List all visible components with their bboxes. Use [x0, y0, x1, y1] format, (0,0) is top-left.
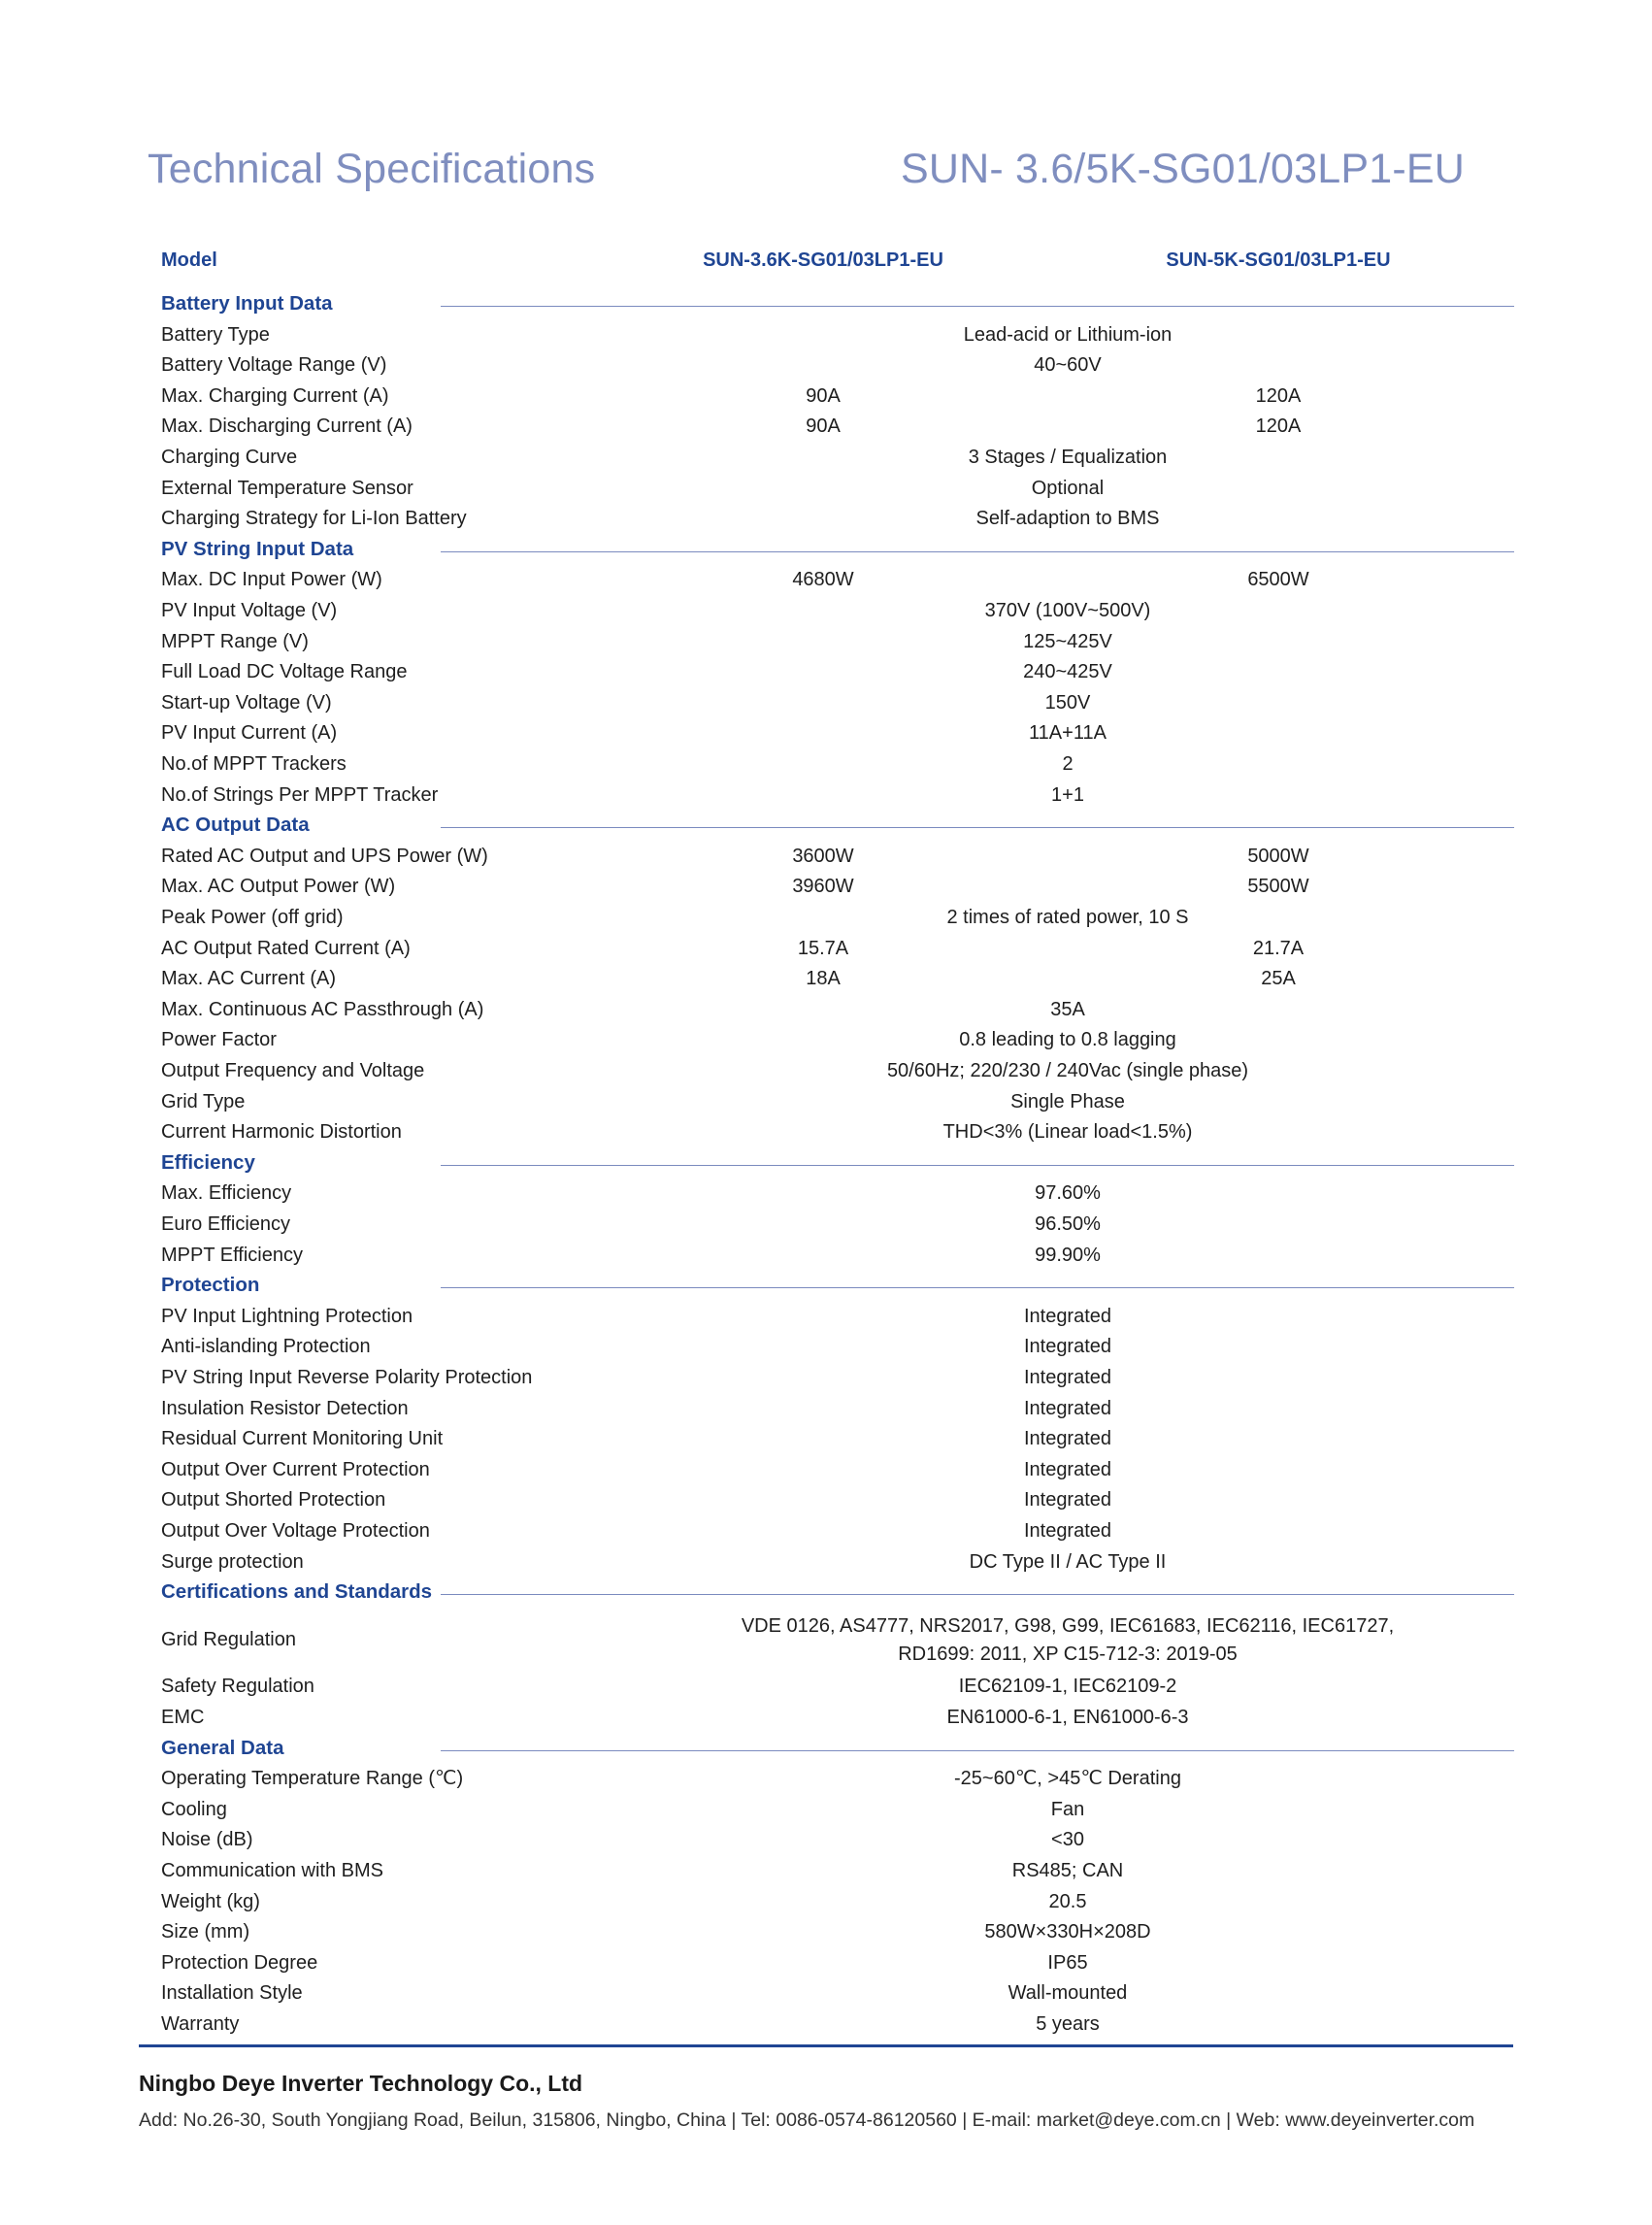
spec-row [161, 873, 1514, 900]
section-divider [441, 306, 1514, 307]
spec-label: Charging Curve [161, 447, 298, 468]
section-title: Protection [161, 1274, 260, 1297]
spec-row [161, 843, 1514, 870]
spec-row [161, 1704, 1514, 1731]
spec-row [161, 719, 1514, 747]
spec-row [161, 1949, 1514, 1976]
spec-row [161, 1303, 1514, 1330]
spec-value-shared: Integrated [1023, 1305, 1112, 1327]
spec-label: No.of MPPT Trackers [161, 753, 347, 775]
company-contact: Add: No.26-30, South Yongjiang Road, Beilun, 315806, Ningbo, China | Tel: 0086-0574-86120560 | E-mail: market@deye.com.cn | Web: www.deyeinverter.com [139, 2109, 1475, 2131]
spec-label: Residual Current Monitoring Unit [161, 1428, 444, 1450]
section-title: Certifications and Standards [161, 1580, 433, 1604]
spec-row [161, 689, 1514, 716]
spec-value-col1: 90A [806, 415, 841, 438]
spec-value-shared: 50/60Hz; 220/230 / 240Vac (single phase) [886, 1060, 1249, 1081]
spec-row [161, 1673, 1514, 1700]
spec-value-shared: IP65 [1047, 1951, 1088, 1974]
spec-row [161, 1425, 1514, 1452]
spec-label: Battery Voltage Range (V) [161, 354, 387, 377]
header-model-label: Model [161, 249, 217, 271]
spec-row [161, 1456, 1514, 1483]
spec-value-line1: VDE 0126, AS4777, NRS2017, G98, G99, IEC61683, IEC62116, IEC61727, [741, 1614, 1395, 1637]
spec-value-shared: 99.90% [1035, 1244, 1101, 1266]
spec-value-col1: 3600W [792, 845, 854, 867]
section-divider [441, 1165, 1514, 1166]
spec-value-col1: 15.7A [797, 937, 849, 959]
spec-label: Noise (dB) [161, 1829, 253, 1851]
spec-row [161, 750, 1514, 778]
spec-label: Peak Power (off grid) [161, 907, 344, 928]
spec-row [161, 1888, 1514, 1915]
spec-label: Output Frequency and Voltage [161, 1060, 425, 1081]
spec-row [161, 1333, 1514, 1360]
spec-label: Battery Type [161, 323, 270, 346]
spec-label: Size (mm) [161, 1921, 250, 1943]
spec-label: Cooling [161, 1798, 227, 1820]
spec-label: Operating Temperature Range (℃) [161, 1768, 464, 1790]
section-divider [441, 827, 1514, 828]
spec-value-shared: 3 Stages / Equalization [968, 447, 1168, 468]
spec-value-shared: 97.60% [1035, 1182, 1101, 1205]
header-model-col1: SUN-3.6K-SG01/03LP1-EU [703, 249, 943, 271]
spec-row [161, 351, 1514, 379]
spec-value-col2: 5500W [1247, 876, 1309, 898]
spec-row [161, 1211, 1514, 1238]
spec-value-shared: 11A+11A [1029, 722, 1107, 745]
table-header-row [161, 247, 1514, 274]
spec-row [161, 1026, 1514, 1053]
section-title: General Data [161, 1736, 284, 1759]
section-heading [161, 1272, 1514, 1299]
spec-value-shared: Integrated [1023, 1397, 1112, 1419]
spec-value-shared: 580W×330H×208D [984, 1921, 1151, 1943]
spec-row [161, 1118, 1514, 1146]
spec-value-shared: DC Type II / AC Type II [969, 1550, 1167, 1573]
spec-label: Installation Style [161, 1982, 303, 2005]
spec-value-shared: Lead-acid or Lithium-ion [963, 323, 1173, 346]
spec-value-col2: 25A [1261, 968, 1296, 990]
spec-row [161, 965, 1514, 992]
spec-value-shared: 2 [1062, 753, 1074, 775]
spec-label: Output Over Current Protection [161, 1458, 430, 1480]
spec-label: Output Shorted Protection [161, 1489, 386, 1511]
spec-value-shared: 2 times of rated power, 10 S [946, 907, 1189, 928]
spec-label: Max. Charging Current (A) [161, 384, 389, 407]
spec-value-shared: Integrated [1023, 1428, 1112, 1450]
spec-value-col1: 18A [806, 968, 841, 990]
spec-value-col1: 90A [806, 384, 841, 407]
section-divider [441, 1750, 1514, 1751]
spec-label: Max. Efficiency [161, 1182, 292, 1205]
section-heading [161, 812, 1514, 839]
spec-label: MPPT Range (V) [161, 630, 309, 652]
spec-row [161, 1486, 1514, 1513]
spec-value-col2: 6500W [1247, 569, 1309, 591]
spec-row [161, 658, 1514, 685]
section-heading [161, 536, 1514, 563]
spec-row [161, 2010, 1514, 2038]
spec-label: Max. DC Input Power (W) [161, 569, 382, 591]
spec-label: Max. Continuous AC Passthrough (A) [161, 998, 484, 1020]
spec-value-shared: 125~425V [1023, 630, 1112, 652]
spec-value-shared: Wall-mounted [1008, 1982, 1128, 2005]
spec-label: Full Load DC Voltage Range [161, 661, 408, 683]
spec-label: PV Input Voltage (V) [161, 600, 338, 621]
spec-label: MPPT Efficiency [161, 1244, 303, 1266]
spec-label: Insulation Resistor Detection [161, 1397, 409, 1419]
spec-row [161, 566, 1514, 593]
spec-value-shared: 370V (100V~500V) [984, 600, 1151, 621]
spec-row [161, 1088, 1514, 1115]
spec-row [161, 628, 1514, 655]
spec-value-shared: 5 years [1036, 2013, 1100, 2035]
spec-value-shared: Fan [1050, 1798, 1085, 1820]
spec-value-shared: 0.8 leading to 0.8 lagging [959, 1029, 1176, 1051]
spec-label: Warranty [161, 2013, 240, 2035]
spec-value-shared: 40~60V [1034, 354, 1102, 377]
spec-value-shared: Integrated [1023, 1336, 1112, 1358]
page-title: Technical Specifications [148, 146, 596, 192]
spec-label: Grid Regulation [161, 1628, 296, 1650]
spec-label: PV Input Current (A) [161, 722, 338, 745]
section-heading [161, 1149, 1514, 1177]
spec-row [161, 904, 1514, 931]
spec-value-col2: 5000W [1247, 845, 1309, 867]
spec-row [161, 1857, 1514, 1884]
spec-label: Rated AC Output and UPS Power (W) [161, 845, 488, 867]
spec-label: Max. AC Current (A) [161, 968, 337, 990]
spec-row [161, 1364, 1514, 1391]
section-heading [161, 1578, 1514, 1606]
spec-row [161, 1826, 1514, 1853]
spec-value-shared: Integrated [1023, 1489, 1112, 1511]
spec-row [161, 1057, 1514, 1084]
spec-row [161, 321, 1514, 349]
spec-label: Power Factor [161, 1029, 277, 1051]
spec-row [161, 1395, 1514, 1422]
spec-value-col1: 4680W [792, 569, 854, 591]
spec-label: PV String Input Reverse Polarity Protection [161, 1367, 533, 1388]
spec-value-shared: IEC62109-1, IEC62109-2 [958, 1676, 1177, 1698]
spec-value-col2: 21.7A [1252, 937, 1305, 959]
spec-value-shared: -25~60℃, >45℃ Derating [954, 1768, 1181, 1790]
spec-row [161, 444, 1514, 471]
spec-value-shared: 150V [1044, 691, 1091, 714]
spec-value-shared: THD<3% (Linear load<1.5%) [942, 1121, 1193, 1144]
spec-label: Grid Type [161, 1090, 246, 1112]
spec-label: PV Input Lightning Protection [161, 1305, 413, 1327]
spec-label: Safety Regulation [161, 1676, 314, 1698]
spec-label: Start-up Voltage (V) [161, 691, 332, 714]
spec-row [161, 935, 1514, 962]
spec-label: Current Harmonic Distortion [161, 1121, 402, 1144]
spec-label: Max. Discharging Current (A) [161, 415, 413, 438]
section-divider [441, 551, 1514, 552]
spec-value-shared: 20.5 [1048, 1890, 1087, 1912]
spec-row [161, 505, 1514, 532]
company-name: Ningbo Deye Inverter Technology Co., Ltd [139, 2071, 583, 2096]
spec-row [161, 597, 1514, 624]
spec-value-shared: Integrated [1023, 1458, 1112, 1480]
spec-label: Output Over Voltage Protection [161, 1520, 430, 1542]
spec-value-shared: 35A [1050, 998, 1085, 1020]
spec-value-shared: Single Phase [1010, 1090, 1125, 1112]
spec-row [161, 1179, 1514, 1207]
section-divider [441, 1594, 1514, 1595]
spec-row [161, 1979, 1514, 2007]
spec-value-shared: RS485; CAN [1011, 1860, 1124, 1881]
spec-label: Communication with BMS [161, 1860, 383, 1881]
spec-label: Euro Efficiency [161, 1213, 291, 1235]
model-title: SUN- 3.6/5K-SG01/03LP1-EU [901, 146, 1465, 192]
section-title: AC Output Data [161, 814, 310, 837]
spec-label: Weight (kg) [161, 1890, 260, 1912]
spec-row [161, 1765, 1514, 1792]
spec-label: AC Output Rated Current (A) [161, 937, 411, 959]
spec-value-shared: Optional [1031, 477, 1105, 499]
spec-row [161, 413, 1514, 440]
spec-label: Charging Strategy for Li-Ion Battery [161, 508, 467, 530]
spec-value-shared: 96.50% [1035, 1213, 1101, 1235]
section-title: Efficiency [161, 1150, 255, 1174]
spec-row [161, 1517, 1514, 1544]
spec-label: Max. AC Output Power (W) [161, 876, 396, 898]
spec-row [161, 1548, 1514, 1576]
spec-value-shared: 1+1 [1051, 783, 1084, 806]
spec-row [161, 1796, 1514, 1823]
spec-row [161, 475, 1514, 502]
spec-row [161, 1614, 1514, 1665]
spec-value-shared: <30 [1051, 1829, 1084, 1851]
section-title: PV String Input Data [161, 537, 354, 560]
spec-value-shared: Self-adaption to BMS [975, 508, 1160, 530]
spec-label: Protection Degree [161, 1951, 318, 1974]
spec-value-shared: EN61000-6-1, EN61000-6-3 [946, 1707, 1189, 1728]
spec-value-col2: 120A [1255, 415, 1302, 438]
spec-value-col1: 3960W [792, 876, 854, 898]
spec-row [161, 1242, 1514, 1269]
spec-value-shared: 240~425V [1023, 661, 1112, 683]
spec-label: External Temperature Sensor [161, 477, 413, 499]
spec-label: EMC [161, 1707, 205, 1728]
section-heading [161, 1735, 1514, 1762]
spec-label: Anti-islanding Protection [161, 1336, 371, 1358]
spec-label: Surge protection [161, 1550, 304, 1573]
spec-label: No.of Strings Per MPPT Tracker [161, 783, 439, 806]
spec-row [161, 382, 1514, 410]
spec-row [161, 1918, 1514, 1945]
section-divider [441, 1287, 1514, 1288]
spec-row [161, 781, 1514, 809]
section-title: Battery Input Data [161, 292, 333, 315]
spec-value-shared [679, 1612, 1456, 1669]
spec-value-line2: RD1699: 2011, XP C15-712-3: 2019-05 [898, 1643, 1238, 1665]
spec-row [161, 996, 1514, 1023]
header-model-col2: SUN-5K-SG01/03LP1-EU [1166, 249, 1391, 271]
spec-value-col2: 120A [1255, 384, 1302, 407]
spec-value-shared: Integrated [1023, 1520, 1112, 1542]
section-heading [161, 290, 1514, 317]
footer-divider [139, 2044, 1513, 2047]
spec-value-shared: Integrated [1023, 1367, 1112, 1388]
